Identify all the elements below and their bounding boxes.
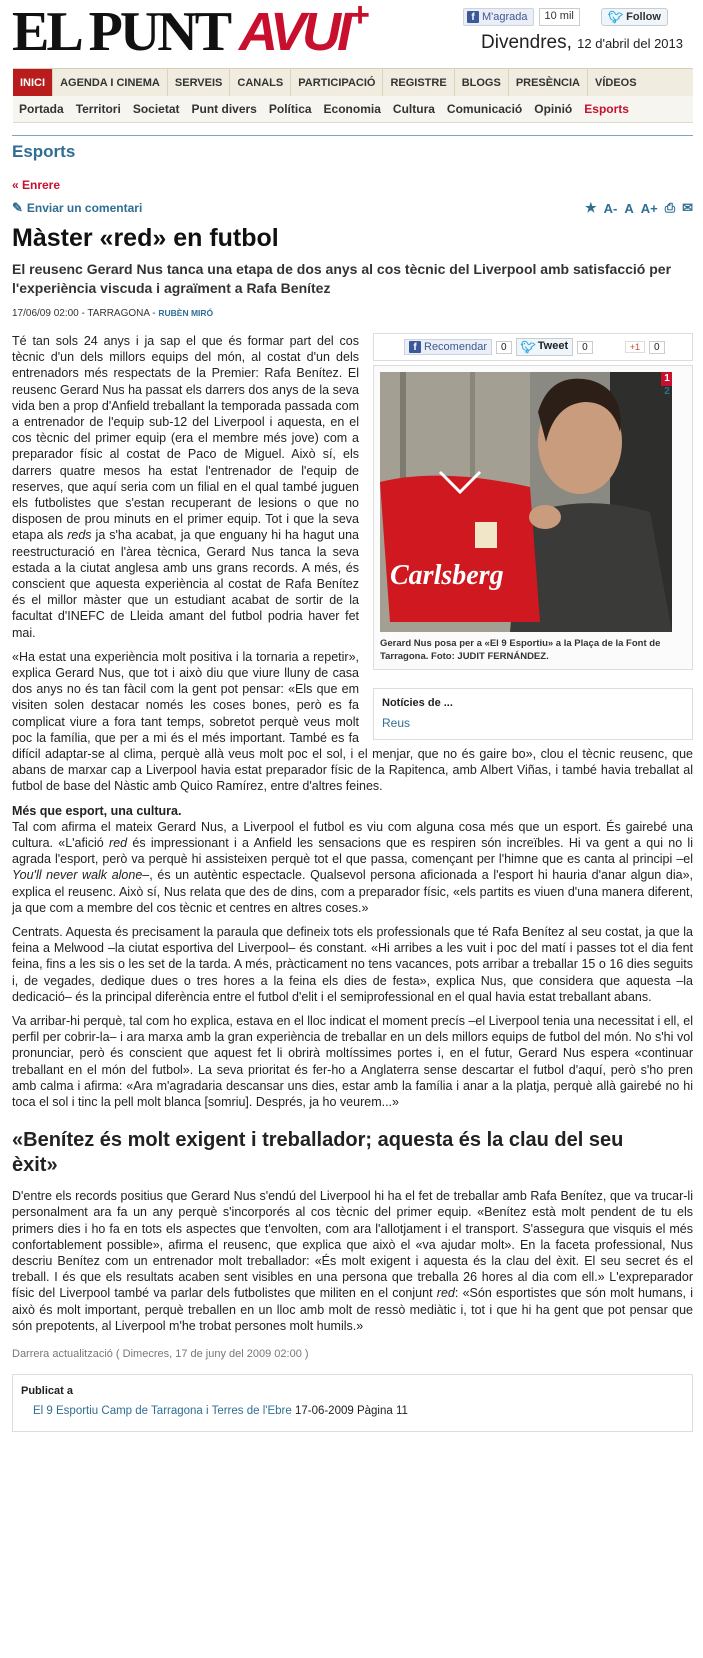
photo-page-2[interactable]: 2 xyxy=(664,386,670,397)
fb-recommend-count: 0 xyxy=(496,341,512,354)
paragraph-4: Centrats. Aquesta és precisament la paraula que defineix tots els professionals que té Rafa Benítez al seu costat, ja que la feina a Melwood –la ciutat esportiva del Liverpool– és constant. «Hi arribes a les vuit i poc del matí i passes tot el dia fent feina, fins a les sis o les set de la tarda. A més, pràcticament no tens vacances, pots arribar a treballar 15 o 16 dies seguits i, de vegades, dedique dues o tres hores a la feina els dies de festa», explica Nus, que considera que aquesta –la dedicació– és la principal diferència entre el futbol d'elit i el semiprofessional en el qual havia estat treballant abans. xyxy=(12,924,693,1004)
facebook-icon: f xyxy=(467,11,479,23)
nav-item-presencia[interactable]: PRESÈNCIA xyxy=(509,69,588,96)
related-news-box xyxy=(373,688,693,740)
article-body xyxy=(12,333,693,1110)
facebook-like-button[interactable] xyxy=(463,8,534,26)
author-link[interactable]: RUBÈN MIRÓ xyxy=(158,308,214,318)
nav-item-videos[interactable]: VÍDEOS xyxy=(595,76,637,89)
photo-caption: Gerard Nus posa per a «El 9 Esportiu» a la Plaça de la Font de Tarragona. Foto: JUDIT FERNÁNDEZ. xyxy=(380,638,661,662)
published-rest: 17-06-2009 Pàgina 11 xyxy=(291,1404,408,1417)
font-normal-button[interactable]: A xyxy=(624,200,634,216)
twitter-bird-icon: 🐦︎ xyxy=(607,10,624,24)
subnav-item-economia[interactable]: Economia xyxy=(323,102,381,116)
dateline: 17/06/09 02:00 - TARRAGONA - xyxy=(12,308,159,319)
send-comment-label: Enviar un comentari xyxy=(26,201,143,215)
tweet-label: Tweet xyxy=(537,340,569,352)
gplus-button[interactable]: +1 xyxy=(625,341,645,353)
article-tools xyxy=(12,200,693,216)
header-date xyxy=(481,32,683,54)
nav-item-inici[interactable]: INICI xyxy=(13,69,53,96)
related-news-link[interactable]: Reus xyxy=(382,716,411,730)
subnav-item-punt-divers[interactable]: Punt divers xyxy=(191,102,257,116)
paragraph-3: Tal com afirma el mateix Gerard Nus, a Liverpool el futbol es viu com alguna cosa més que un esport. És gairebé una cultura. «L'afició red és impressionant i a Anfield les sensacions que es respiren són increïbles. Hi va gent a qui no li agrada l'esport, però va perquè hi assisteixen perquè tot el que passa, començant per l'himne que es canta al principi –el You'll never walk alone–, és un autèntic espectacle. Qualsevol persona aficionada a l'esport hi hauria d'anar algun dia», explica el reusenc. Això sí, Nus relata que des de dins, com a preparador físic, «els partits es viuen d'una manera diferent, ja que com a membre del cos tècnic et centres en altres coses.» xyxy=(12,819,693,915)
font-smaller-button[interactable]: A- xyxy=(603,200,618,216)
twitter-follow-label: Follow xyxy=(626,11,661,23)
nav-item-serveis[interactable]: SERVEIS xyxy=(168,69,231,96)
subnav-item-cultura[interactable]: Cultura xyxy=(392,102,435,116)
nav-item-agenda[interactable]: AGENDA I CINEMA xyxy=(53,69,168,96)
logo-part2: AVUI xyxy=(239,2,349,62)
main-nav xyxy=(13,68,693,96)
logo-part1: EL PUNT xyxy=(12,1,229,63)
article-body-2 xyxy=(12,1188,693,1334)
subnav-item-societat[interactable]: Societat xyxy=(132,102,180,116)
article-photo[interactable] xyxy=(380,372,672,632)
quote-heading: «Benítez és molt exigent i treballador; aquesta és la clau del seu èxit» xyxy=(12,1129,624,1177)
subnav-item-politica[interactable]: Política xyxy=(268,102,312,116)
section-title: Esports xyxy=(12,135,693,162)
nav-item-participacio[interactable]: PARTICIPACIÓ xyxy=(291,69,383,96)
font-larger-button[interactable]: A+ xyxy=(640,200,658,216)
paragraph-2: «Ha estat una experiència molt positiva i la tornaria a repetir», explica Gerard Nus, que tot i això diu que viure lluny de casa dos anys no és tan fàcil com la gent pot pensar: «Els que em visiten solen destacar només les coses bones, però es fa complicat viure a fora tant temps, sobretot perquè veus molt poc la família, que per a mi és el més important. També es fa difícil adaptar-se al clima, perquè allà veus molt poc el sol, i el menjar, que no és gaire bo», clou el tècnic reusenc, que abans de marxar cap a Liverpool havia estat preparador físic de la Rapitenca, amb Albert Viñas, i també havia treballat al futbol de base del Nàstic amb Quico Ramírez, entre d'altres feines. xyxy=(12,649,693,794)
star-icon[interactable]: ★ xyxy=(584,200,597,215)
last-updated: Darrera actualització ( Dimecres, 17 de juny del 2009 02:00 ) xyxy=(12,1347,309,1360)
logo-plus: + xyxy=(350,0,367,34)
tweet-count: 0 xyxy=(577,341,593,354)
back-link[interactable]: « Enrere xyxy=(12,178,61,192)
photo-illustration xyxy=(380,372,672,632)
published-box xyxy=(12,1374,693,1432)
site-header xyxy=(0,0,703,64)
twitter-bird-icon: 🐦︎ xyxy=(520,340,536,354)
photo-page-1[interactable]: 1 xyxy=(661,372,672,386)
published-line xyxy=(33,1405,684,1417)
tool-icons xyxy=(585,200,693,216)
article-title: Màster «red» en futbol xyxy=(12,224,279,252)
twitter-follow-button[interactable] xyxy=(601,8,668,26)
share-box xyxy=(373,333,693,361)
article-byline xyxy=(12,308,703,319)
date-rest: 12 d'abril del 2013 xyxy=(577,36,683,51)
email-icon[interactable]: ✉ xyxy=(682,200,693,215)
tweet-button[interactable] xyxy=(516,338,574,356)
related-news-title: Notícies de ... xyxy=(382,697,453,709)
fb-recommend-label: Recomendar xyxy=(424,341,487,353)
site-logo[interactable] xyxy=(12,2,367,69)
article-subtitle: El reusenc Gerard Nus tanca una etapa de dos anys al cos tècnic del Liverpool amb satisfacció per l'experiència viscuda i agraïment a Rafa Benítez xyxy=(12,261,672,296)
date-day: Divendres, xyxy=(481,32,572,53)
photo-pagination xyxy=(661,372,672,397)
paragraph-1: Té tan sols 24 anys i ja sap el que és formar part del cos tècnic d'un dels millors equips del món, al costat d'un dels entrenadors més respectats de la Premier: Rafa Benítez. El reusenc Gerard Nus ha passat els darrers dos anys de la seva vida ben a prop d'Anfield treballant la temporada passada com a entrenador de l'equip sub-12 del Liverpool i aquesta, en el cos tècnic del primer equip (era el membre més jove) com a preparador físic al costat de Paco de Miguel. Això sí, els darrers quatre mesos ha estat l'entrenador de l'equip de reserves, que aquí seria com un filial en el qual també juguen els futbolistes que s'estan recuperant de lesions o que no disposen de prou minuts en el primer equip. Tot i que la seva etapa als reds ja s'ha acabat, ja que enguany hi ha hagut una reestructuració en l'àrea tècnica, Gerard Nus tanca la seva estada a la ciutat anglesa amb uns grans records. A més, és conscient que aquesta experiència al costat de Rafa Benítez és el millor màster que un estudiant acabat de sortir de la facultat d'INEFC de Lleida amant del futbol podria haver fet mai. xyxy=(12,334,359,640)
fb-like-count: 10 mil xyxy=(539,8,580,26)
gplus-count: 0 xyxy=(649,341,665,354)
paragraph-subhead: Més que esport, una cultura. xyxy=(12,803,182,818)
nav-item-blogs[interactable]: BLOGS xyxy=(455,69,509,96)
subnav-item-esports[interactable]: Esports xyxy=(584,102,629,116)
send-comment-link[interactable] xyxy=(12,200,142,216)
fb-like-label: M'agrada xyxy=(482,11,528,23)
shirt-sponsor-text: Carlsberg xyxy=(390,560,504,591)
subnav-item-territori[interactable]: Territori xyxy=(75,102,121,116)
subnav-item-portada[interactable]: Portada xyxy=(19,102,64,116)
subnav-item-opinio[interactable]: Opinió xyxy=(534,102,573,116)
article-sidebar xyxy=(373,333,693,740)
published-link[interactable]: El 9 Esportiu Camp de Tarragona i Terres de l'Ebre xyxy=(33,1404,292,1417)
fb-recommend-button[interactable] xyxy=(404,339,492,355)
sub-nav xyxy=(13,96,693,123)
print-icon[interactable]: ⎙ xyxy=(664,200,676,215)
nav-item-registre[interactable]: REGISTRE xyxy=(383,69,454,96)
social-top xyxy=(463,8,668,26)
nav-item-canals[interactable]: CANALS xyxy=(230,69,291,96)
paragraph-6: D'entre els records positius que Gerard Nus s'endú del Liverpool hi ha el fet de treballar amb Rafa Benítez, que va trucar-li personalment ara fa un any perquè s'incorporés al cos tècnic del primer equip. «Benítez està molt pendent de tu els primers dies i ho fa en tots els aspectes que t'envolten, com ara l'allotjament i el transport. S'assegura que visquis el més confortablement possible», afirma el reusenc, que explica que això el «va ajudar molt». En la faceta professional, Nus descriu Benítez com un entrenador molt treballador: «És molt exigent i aquesta és la clau del èxit. El seu secret és el treball. I és que els resultats acaben sent visibles en una persona que treballa 26 hores al dia com ell.» L'expreparador físic del Liverpool també va parlar dels futbolistes que militen en el conjunt red: «Són esportistes que són molt humans, i això és molt important, perquè treballen en un lloc amb molt de ressò mediàtic i, tot i que hi ha gent que pot pensar que són prepotents, al Liverpool m'he trobat persones molt humils.» xyxy=(12,1189,693,1333)
facebook-icon: f xyxy=(409,341,421,353)
pencil-icon: ✎ xyxy=(12,200,23,215)
paragraph-5: Va arribar-hi perquè, tal com ho explica, estava en el lloc indicat el moment precís –el Liverpool tenia una necessitat i ell, el perfil per cobrir-la– i ara marxa amb la gran experiència de treballar en un dels millors equips de futbol del món. No s'hi vol pronunciar, però és conscient que aquest fet li obrirà moltíssimes portes i, en el futur, Gerard Nus espera «continuar treballant en el món del futbol». La seva prioritat és fer-ho a Anglaterra sense descartar el futbol d'aquí, però s'ho pren amb calma i afirma: «Ara m'agradaria descansar uns dies, estar amb la família i anar a la platja, perquè allà gairebé no hi toca el sol i tinc la pell molt blanca [somriu]. Després, ja ho veurem...» xyxy=(12,1013,693,1109)
published-title: Publicat a xyxy=(21,1384,73,1397)
subnav-item-comunicacio[interactable]: Comunicació xyxy=(446,102,523,116)
photo-box xyxy=(373,365,693,670)
